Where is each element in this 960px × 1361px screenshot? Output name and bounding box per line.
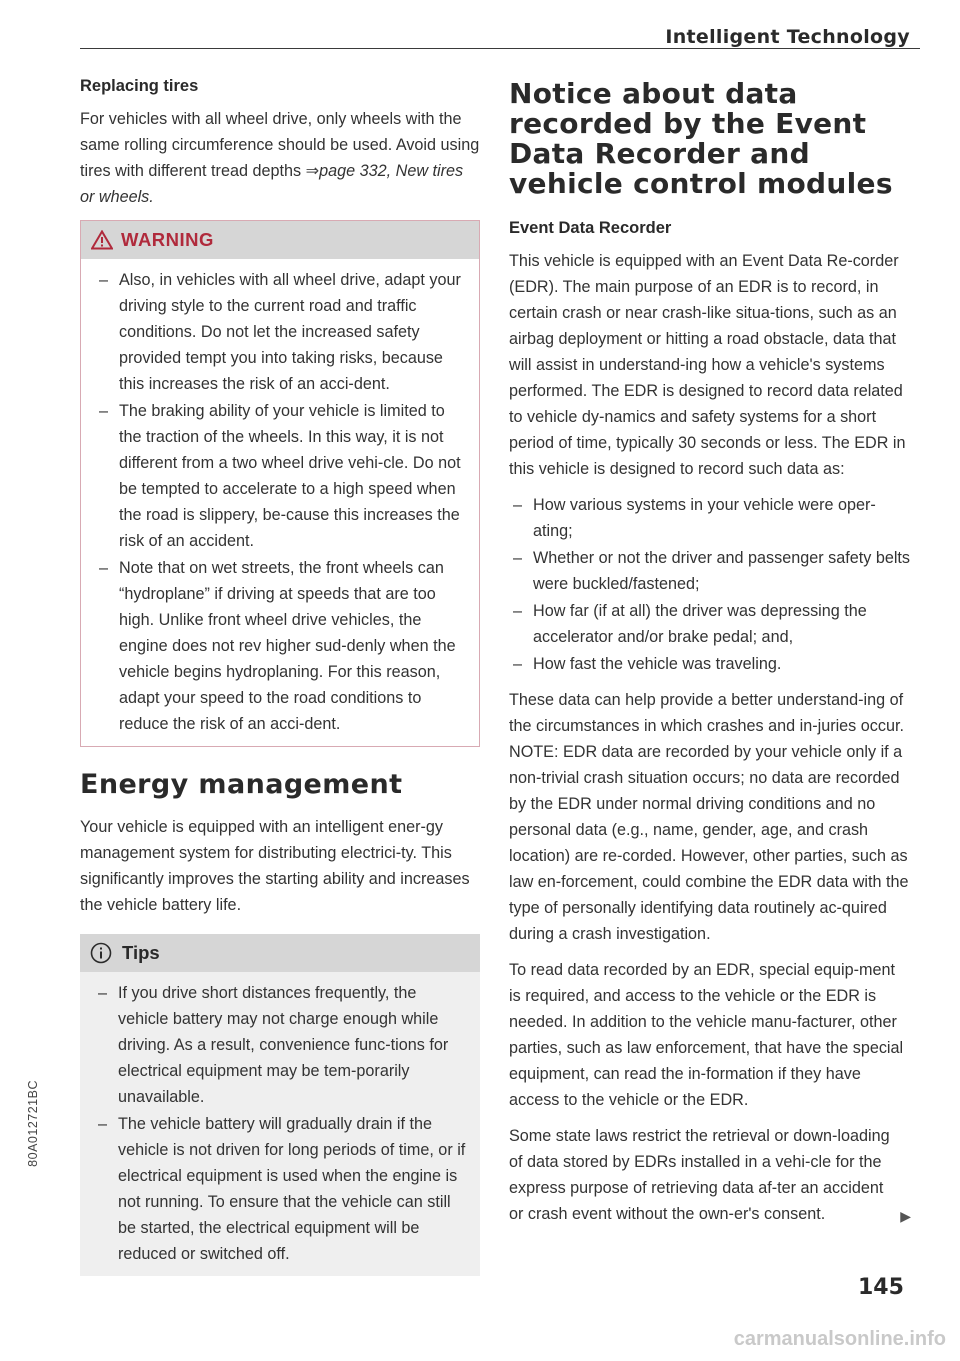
- left-column: [80, 77, 480, 1276]
- replacing-tires-text: For vehicles with all wheel drive, only wheels with the same rolling circumference should be used. Avoid using tires with different tread depths ⇒page 332, New tires or wheels.: [80, 110, 480, 206]
- edr-data-item: – How various systems in your vehicle were oper-ating;: [509, 492, 911, 544]
- edr-data-item: – How fast the vehicle was traveling.: [509, 651, 911, 677]
- warning-body: [81, 259, 479, 746]
- edr-paragraph-2: These data can help provide a better understand-ing of the circumstances in which crashes and in-juries occur. NOTE: EDR data are recorded by your vehicle only if a non-trivial crash situation occurs; no data are recorded by the EDR under normal driving conditions and no personal data (e.g., name, gender, age, and crash location) are re-corded. However, other parties, such as law en-forcement, could combine the EDR data with the type of personally identifying data routinely ac-quired during a crash investigation.: [509, 691, 909, 943]
- replacing-tires-heading: Replacing tires: [80, 77, 199, 95]
- edr-data-item: – How far (if at all) the driver was depressing the accelerator and/or brake pedal; and,: [509, 598, 911, 650]
- right-column: [509, 77, 911, 1237]
- warning-list: [95, 267, 465, 737]
- tips-item: – The vehicle battery will gradually drain if the vehicle is not driven for long periods of time, or if electrical equipment is used when the engine is not running. To ensure that the vehicle can still be started, the electrical equipment will be reduced or switched off.: [94, 1111, 466, 1267]
- page-reference-link[interactable]: ⇒page 332, New tires or wheels.: [80, 162, 464, 206]
- tips-box: [80, 934, 480, 1276]
- warning-box: [80, 220, 480, 747]
- tips-body: [80, 972, 480, 1276]
- tips-header: [80, 934, 480, 972]
- warning-item: – Also, in vehicles with all wheel drive, adapt your driving style to the current road and traffic conditions. Do not let the increased safety provided tempt you into taking risks, because this increases the risk of an acci-dent.: [95, 267, 465, 397]
- page-header-title: Intelligent Technology: [665, 26, 910, 48]
- edr-data-item: – Whether or not the driver and passenger safety belts were buckled/fastened;: [509, 545, 911, 597]
- continue-arrow-icon: ▶: [900, 1208, 911, 1224]
- watermark: carmanualsonline.info: [733, 1328, 946, 1350]
- edr-paragraph-4: Some state laws restrict the retrieval or down-loading of data stored by EDRs installed in a vehi-cle for the express purpose of retrieving data af-ter an accident or crash event without the own-er's consent.: [509, 1127, 890, 1223]
- energy-management-text: Your vehicle is equipped with an intelligent ener-gy management system for distributing electrici-ty. This significantly improves the starting ability and increases the vehicle battery life.: [80, 818, 470, 914]
- tips-item: – If you drive short distances frequently, the vehicle battery may not charge enough while driving. As a result, convenience func-tions for electrical equipment may be tem-porarily unavailable.: [94, 980, 466, 1110]
- warning-header: [81, 221, 479, 259]
- edr-intro-text: This vehicle is equipped with an Event Data Re-corder (EDR). The main purpose of an EDR is to record, in certain crash or near crash-like situa-tions, such as an airbag deployment or hitting a road obstacle, data that will assist in understand-ing how a vehicle's systems performed. The EDR is designed to record data related to vehicle dy-namics and safety systems for a short period of time, typically 30 seconds or less. The EDR in this vehicle is designed to record such data as:: [509, 252, 906, 478]
- energy-management-heading: Energy management: [80, 769, 403, 800]
- reference-arrow-icon: ⇒: [305, 162, 320, 180]
- tips-label: Tips: [122, 942, 160, 963]
- tips-list: [94, 980, 466, 1267]
- info-icon: [90, 942, 112, 964]
- edr-paragraph-3: To read data recorded by an EDR, special equip-ment is required, and access to the vehicle or the EDR is needed. In addition to the vehicle manu-facturer, other parties, such as law enforcement, that have the special equipment, can read the in-formation if they have access to the vehicle or the EDR.: [509, 961, 904, 1109]
- warning-label: WARNING: [121, 229, 214, 250]
- edr-notice-heading: Notice about data recorded by the Event Data Recorder and vehicle control modules: [509, 77, 893, 200]
- page-number: 145: [858, 1275, 904, 1300]
- edr-data-list: [509, 492, 911, 677]
- warning-triangle-icon: [91, 230, 113, 250]
- header-divider: [80, 48, 920, 49]
- document-code: 80A012721BC: [26, 1080, 40, 1167]
- warning-item: – The braking ability of your vehicle is limited to the traction of the wheels. In this way, it is not different from a two wheel drive vehi-cle. Do not be tempted to accelerate to a high speed when the road is slippery, be-cause this increases the risk of an accident.: [95, 398, 465, 554]
- warning-item: – Note that on wet streets, the front wheels can “hydroplane” if driving at speeds that are too high. Unlike front wheel drive vehicles, the engine does not rev higher sud-denly when the vehicle begins hydroplaning. For this reason, adapt your speed to the road conditions to reduce the risk of an acci-dent.: [95, 555, 465, 737]
- edr-subheading: Event Data Recorder: [509, 219, 672, 237]
